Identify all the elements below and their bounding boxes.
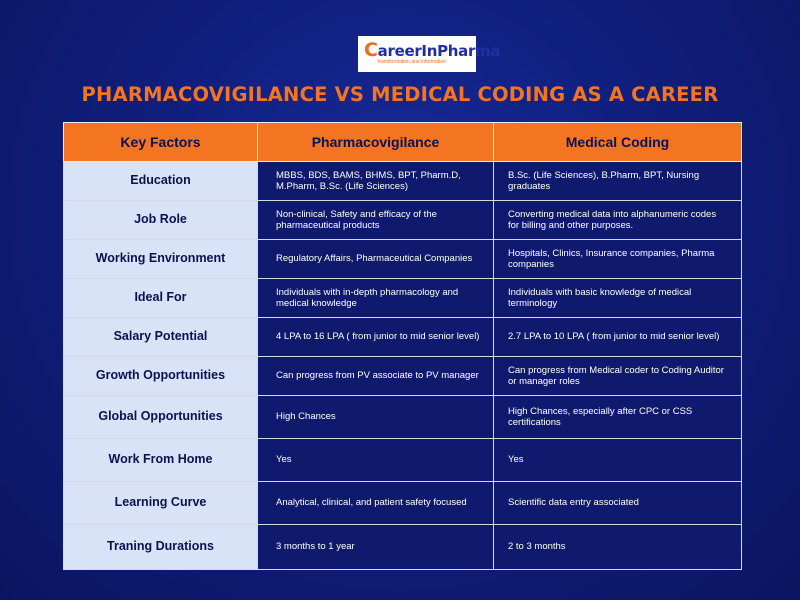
logo-name: areerInPharma [377, 42, 501, 60]
row-factor: Growth Opportunities [64, 357, 258, 396]
pv-value: Analytical, clinical, and patient safety focused [258, 482, 494, 525]
table-row [64, 318, 742, 357]
row-factor: Ideal For [64, 279, 258, 318]
pv-value: MBBS, BDS, BAMS, BHMS, BPT, Pharm.D, M.Pharm, B.Sc. (Life Sciences) [258, 162, 494, 201]
logo-initial: C [364, 39, 378, 61]
table-row [64, 279, 742, 318]
page-title: PHARMACOVIGILANCE VS MEDICAL CODING AS A CAREER [81, 83, 719, 106]
table-row [64, 240, 742, 279]
row-factor: Global Opportunities [64, 396, 258, 439]
logo-tagline: transformation and information [378, 59, 446, 65]
table-row [64, 439, 742, 482]
mc-value: 2.7 LPA to 10 LPA ( from junior to mid senior level) [494, 318, 742, 357]
header-key-factors: Key Factors [64, 123, 258, 162]
pv-value: Yes [258, 439, 494, 482]
pv-value: Regulatory Affairs, Pharmaceutical Companies [258, 240, 494, 279]
careerinpharma-logo [358, 36, 501, 72]
comparison-table [63, 122, 742, 570]
mc-value: High Chances, especially after CPC or CSS certifications [494, 396, 742, 439]
mc-value: Scientific data entry associated [494, 482, 742, 525]
row-factor: Working Environment [64, 240, 258, 279]
row-factor: Salary Potential [64, 318, 258, 357]
row-factor: Education [64, 162, 258, 201]
row-factor: Learning Curve [64, 482, 258, 525]
header-pharmacovigilance: Pharmacovigilance [258, 123, 494, 162]
mc-value: Hospitals, Clinics, Insurance companies, Pharma companies [494, 240, 742, 279]
table-row [64, 357, 742, 396]
mc-value: 2 to 3 months [494, 525, 742, 570]
mc-value: B.Sc. (Life Sciences), B.Pharm, BPT, Nursing graduates [494, 162, 742, 201]
table-row [64, 482, 742, 525]
logo-wordmark [364, 39, 501, 61]
pv-value: Non-clinical, Safety and efficacy of the pharmaceutical products [258, 201, 494, 240]
table-row [64, 525, 742, 570]
pv-value: Can progress from PV associate to PV manager [258, 357, 494, 396]
table-row [64, 396, 742, 439]
pv-value: Individuals with in-depth pharmacology and medical knowledge [258, 279, 494, 318]
table-row [64, 201, 742, 240]
row-factor: Work From Home [64, 439, 258, 482]
table-header-row [64, 123, 742, 162]
pv-value: 4 LPA to 16 LPA ( from junior to mid senior level) [258, 318, 494, 357]
pv-value: 3 months to 1 year [258, 525, 494, 570]
row-factor: Traning Durations [64, 525, 258, 570]
mc-value: Individuals with basic knowledge of medical terminology [494, 279, 742, 318]
mc-value: Yes [494, 439, 742, 482]
header-medical-coding: Medical Coding [494, 123, 742, 162]
pv-value: High Chances [258, 396, 494, 439]
table-row [64, 162, 742, 201]
mc-value: Can progress from Medical coder to Coding Auditor or manager roles [494, 357, 742, 396]
mc-value: Converting medical data into alphanumeric codes for billing and other purposes. [494, 201, 742, 240]
row-factor: Job Role [64, 201, 258, 240]
